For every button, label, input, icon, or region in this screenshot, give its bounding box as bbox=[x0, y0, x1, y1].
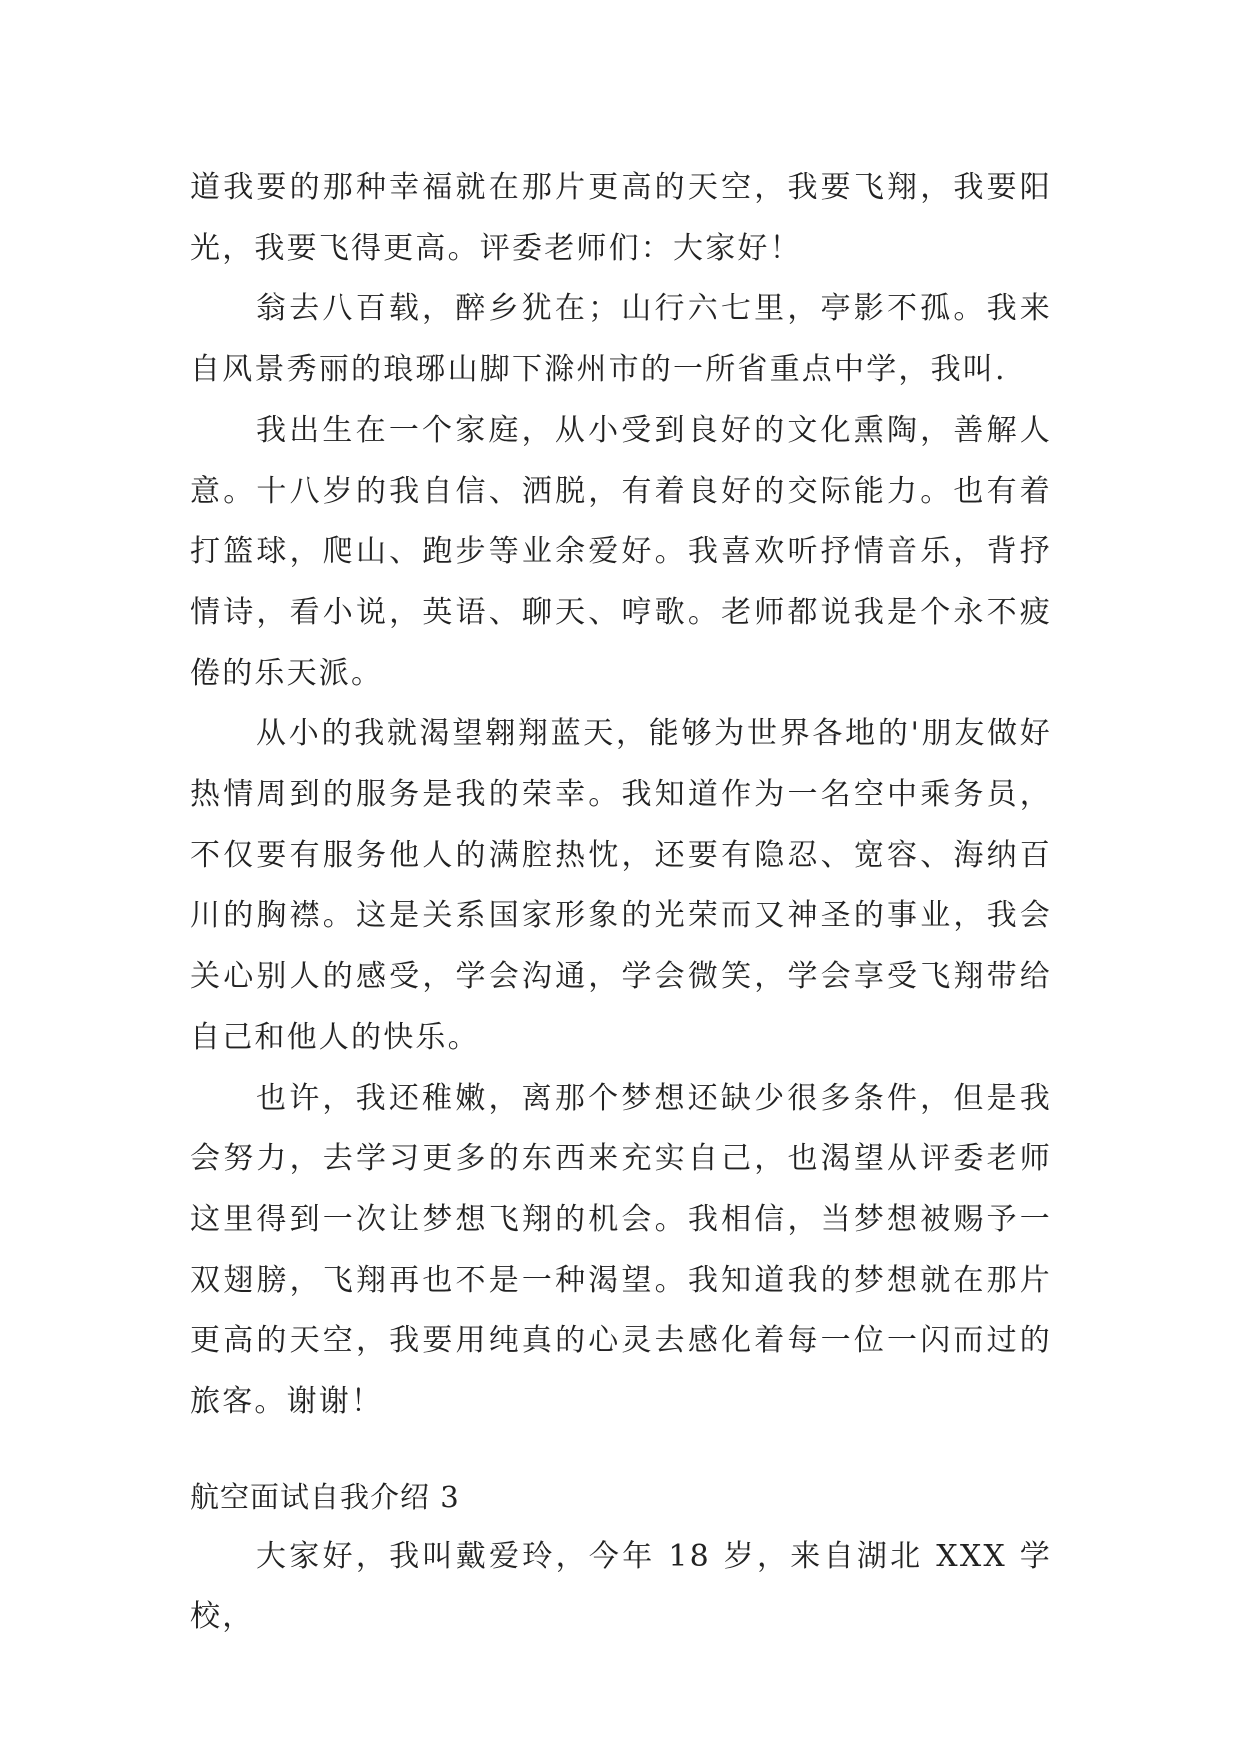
section-spacer bbox=[190, 1433, 1052, 1467]
document-page bbox=[190, 158, 1052, 1648]
section-paragraph: 大家好，我叫戴爱玲，今年 18 岁，来自湖北 XXX 学校， bbox=[190, 1538, 1052, 1635]
paragraph-closing: 也许，我还稚嫩，离那个梦想还缺少很多条件，但是我会努力，去学习更多的东西来充实自己，也渴望从评委老师这里得到一次让梦想飞翔的机会。我相信，当梦想被赐予一双翅膀，飞翔再也不是一种渴望。我知道我的梦想就在那片更高的天空，我要用纯真的心灵去感化着每一位一闪而过的旅客。谢谢！ bbox=[190, 1080, 1052, 1420]
paragraph-continuation: 道我要的那种幸福就在那片更高的天空，我要飞翔，我要阳光，我要飞得更高。评委老师们：大家好！ bbox=[190, 170, 1052, 266]
paragraph-aspiration: 从小的我就渴望翱翔蓝天，能够为世界各地的'朋友做好热情周到的服务是我的荣幸。我知道作为一名空中乘务员，不仅要有服务他人的满腔热忱，还要有隐忍、宽容、海纳百川的胸襟。这是关系国家形象的光荣而又神圣的事业，我会关心别人的感受，学会沟通，学会微笑，学会享受飞翔带给自己和他人的快乐。 bbox=[190, 716, 1052, 1055]
section-heading: 航空面试自我介绍 3 bbox=[190, 1479, 460, 1514]
paragraph-background: 我出生在一个家庭，从小受到良好的文化熏陶，善解人意。十八岁的我自信、洒脱，有着良好的交际能力。也有着打篮球，爬山、跑步等业余爱好。我喜欢听抒情音乐，背抒情诗，看小说，英语、聊天、哼歌。老师都说我是个永不疲倦的乐天派。 bbox=[190, 412, 1052, 691]
paragraph-opening: 翁去八百载，醉乡犹在；山行六七里，亭影不孤。我来自风景秀丽的琅琊山脚下滁州市的一所省重点中学，我叫. bbox=[190, 291, 1052, 388]
